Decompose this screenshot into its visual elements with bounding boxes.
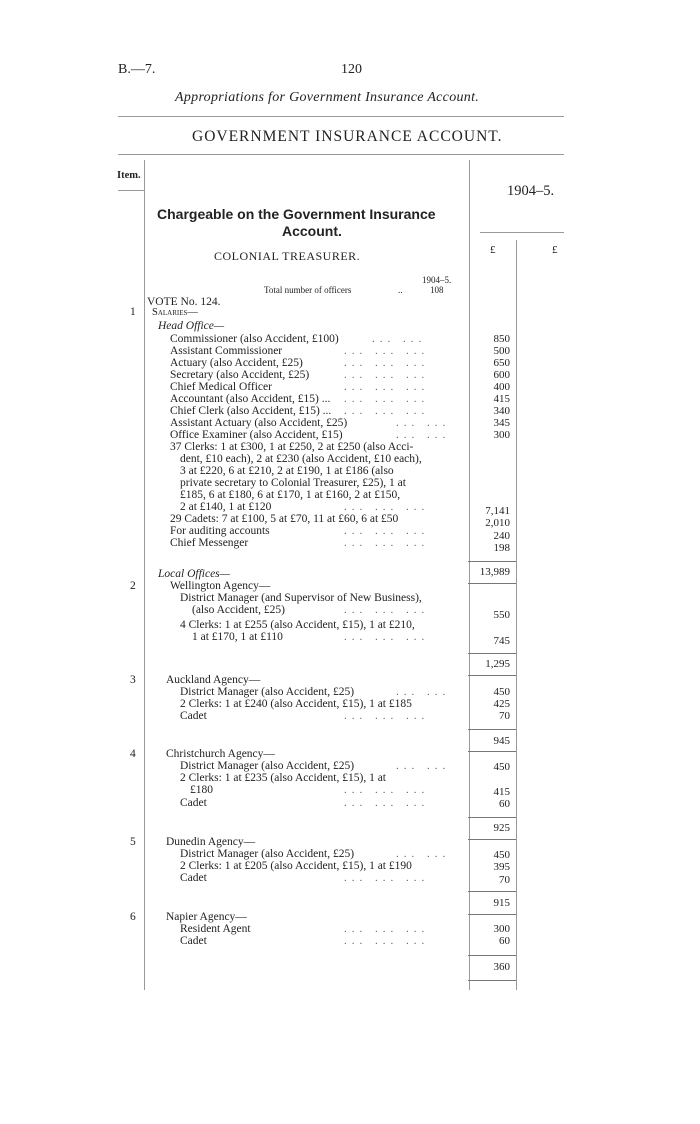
dot-leader: ... ... ... xyxy=(344,537,430,549)
dot-leader: ... ... ... xyxy=(344,405,430,417)
year-column-header: 1904–5. xyxy=(507,183,555,199)
dot-leader: ... ... ... xyxy=(344,631,430,643)
row-amount: 850 xyxy=(493,333,510,345)
officers-count: 108 xyxy=(430,285,444,295)
row-label: 29 Cadets: 7 at £100, 5 at £70, 11 at £60, 6 at £50 xyxy=(170,513,399,525)
row-amount: 500 xyxy=(493,345,510,357)
agency-name: Dunedin Agency— xyxy=(166,836,256,848)
clerks-description: dent, £10 each), 2 at £230 (also Accident, £10 each), xyxy=(180,453,422,465)
row-amount: 600 xyxy=(493,369,510,381)
dot-leader: ... ... xyxy=(396,760,451,772)
row-label: Resident Agent xyxy=(180,923,251,935)
row-amount: 2,010 xyxy=(485,517,510,529)
section-heading-cont: Account. xyxy=(282,223,342,239)
row-label: 2 Clerks: 1 at £235 (also Accident, £15), 1 at xyxy=(180,772,387,784)
dot-leader: ... ... xyxy=(396,686,451,698)
year-header-rule xyxy=(480,232,564,233)
officers-label: Total number of officers xyxy=(264,285,352,295)
row-amount: 60 xyxy=(499,798,510,810)
subtotal-amount: 13,989 xyxy=(479,566,510,578)
officers-year: 1904–5. xyxy=(422,275,452,285)
clerks-description: £185, 6 at £180, 6 at £170, 1 at £160, 2 at £150, xyxy=(180,489,401,501)
item-number: 6 xyxy=(130,911,136,923)
row-label: Commissioner (also Accident, £100) xyxy=(170,333,339,345)
row-label: Accountant (also Accident, £15) ... xyxy=(170,393,331,405)
row-label: Office Examiner (also Accident, £15) xyxy=(170,429,343,441)
row-amount: 345 xyxy=(493,417,510,429)
row-label: 2 Clerks: 1 at £205 (also Accident, £15), 1 at £190 xyxy=(180,860,412,872)
dot-leader: .. xyxy=(398,285,403,295)
row-amount: 300 xyxy=(493,923,510,935)
row-label: Cadet xyxy=(180,710,207,722)
dot-leader: ... ... xyxy=(396,429,451,441)
row-amount: 70 xyxy=(499,874,510,886)
row-label: Chief Messenger xyxy=(170,537,249,549)
subtotal-amount: 945 xyxy=(493,735,510,747)
row-label: Chief Clerk (also Accident, £15) ... xyxy=(170,405,332,417)
row-amount: 450 xyxy=(493,849,510,861)
row-label: Assistant Commissioner xyxy=(170,345,283,357)
subtotal-amount: 360 xyxy=(493,961,510,973)
row-label: Cadet xyxy=(180,797,207,809)
row-label: Cadet xyxy=(180,935,207,947)
row-amount: 450 xyxy=(493,686,510,698)
item-number: 1 xyxy=(130,306,136,318)
row-amount: 650 xyxy=(493,357,510,369)
header-rule xyxy=(118,116,564,117)
row-label: £180 xyxy=(190,784,213,796)
subtotal-rule xyxy=(468,675,516,676)
clerks-description: 2 at £140, 1 at £120 xyxy=(180,501,272,513)
row-amount: 415 xyxy=(493,393,510,405)
subtotal-amount: 915 xyxy=(493,897,510,909)
row-label: Actuary (also Accident, £25) xyxy=(170,357,303,369)
department-heading: COLONIAL TREASURER. xyxy=(214,249,361,263)
page-number: 120 xyxy=(341,62,362,77)
running-title: Appropriations for Government Insurance Account. xyxy=(175,90,480,105)
row-label: 2 Clerks: 1 at £240 (also Accident, £15), 1 at £185 xyxy=(180,698,412,710)
title-rule xyxy=(118,154,564,155)
dot-leader: ... ... ... xyxy=(344,381,430,393)
dot-leader: ... ... ... xyxy=(344,525,430,537)
subtotal-rule xyxy=(468,751,516,752)
row-amount: 7,141 xyxy=(485,505,510,517)
row-label: For auditing accounts xyxy=(170,525,270,537)
subtotal-rule xyxy=(468,817,516,818)
salaries-heading: Salaries— xyxy=(152,307,198,318)
row-amount: 425 xyxy=(493,698,510,710)
subtotal-rule xyxy=(468,583,516,584)
subtotal-rule xyxy=(468,729,516,730)
item-column-line xyxy=(144,160,145,990)
subtotal-rule xyxy=(468,914,516,915)
item-column-header: Item. xyxy=(117,170,141,181)
item-header-rule xyxy=(118,190,144,191)
row-amount: 400 xyxy=(493,381,510,393)
row-amount: 550 xyxy=(493,609,510,621)
page-title: GOVERNMENT INSURANCE ACCOUNT. xyxy=(192,128,503,145)
section-heading: Chargeable on the Government Insurance xyxy=(157,206,436,222)
dot-leader: ... ... ... xyxy=(344,345,430,357)
row-amount: 450 xyxy=(493,761,510,773)
dot-leader: ... ... ... xyxy=(344,369,430,381)
row-label: District Manager (also Accident, £25) xyxy=(180,686,355,698)
dot-leader: ... ... ... xyxy=(344,357,430,369)
dot-leader: ... ... xyxy=(396,848,451,860)
dot-leader: ... ... xyxy=(396,417,451,429)
pound-sign: £ xyxy=(552,244,558,256)
document-reference: B.—7. xyxy=(118,62,156,77)
vote-number: VOTE No. 124. xyxy=(147,296,221,308)
row-amount: 70 xyxy=(499,710,510,722)
item-number: 2 xyxy=(130,580,136,592)
dot-leader: ... ... xyxy=(372,333,427,345)
row-label: (also Accident, £25) xyxy=(192,604,285,616)
subtotal-rule xyxy=(468,653,516,654)
clerks-description: 37 Clerks: 1 at £300, 1 at £250, 2 at £250 (also Acci- xyxy=(170,441,414,453)
dot-leader: ... ... ... xyxy=(344,872,430,884)
subtotal-rule xyxy=(468,839,516,840)
row-amount: 415 xyxy=(493,786,510,798)
head-office-heading: Head Office— xyxy=(158,320,225,332)
clerks-description: 3 at £220, 6 at £210, 2 at £190, 1 at £186 (also xyxy=(180,465,394,477)
row-label: Cadet xyxy=(180,872,207,884)
subtotal-rule xyxy=(468,561,516,562)
row-label: 1 at £170, 1 at £110 xyxy=(192,631,283,643)
row-amount: 395 xyxy=(493,861,510,873)
subtotal-amount: 925 xyxy=(493,822,510,834)
row-label: Secretary (also Accident, £25) xyxy=(170,369,310,381)
row-amount: 340 xyxy=(493,405,510,417)
row-label: Chief Medical Officer xyxy=(170,381,272,393)
amount-column-line-2 xyxy=(516,240,517,990)
row-amount: 240 xyxy=(493,530,510,542)
dot-leader: ... ... ... xyxy=(344,604,430,616)
agency-name: Wellington Agency— xyxy=(170,580,271,592)
dot-leader: ... ... ... xyxy=(344,784,430,796)
row-amount: 745 xyxy=(493,635,510,647)
pound-sign: £ xyxy=(490,244,496,256)
item-number: 3 xyxy=(130,674,136,686)
subtotal-rule xyxy=(468,891,516,892)
dot-leader: ... ... ... xyxy=(344,797,430,809)
dot-leader: ... ... ... xyxy=(344,710,430,722)
row-label: District Manager (also Accident, £25) xyxy=(180,848,355,860)
dot-leader: ... ... ... xyxy=(344,501,430,513)
row-label: District Manager (also Accident, £25) xyxy=(180,760,355,772)
row-label: Assistant Actuary (also Accident, £25) xyxy=(170,417,348,429)
subtotal-amount: 1,295 xyxy=(485,658,510,670)
dot-leader: ... ... ... xyxy=(344,393,430,405)
agency-name: Napier Agency— xyxy=(166,911,247,923)
item-number: 4 xyxy=(130,748,136,760)
dot-leader: ... ... ... xyxy=(344,923,430,935)
local-offices-heading: Local Offices— xyxy=(158,568,230,580)
agency-name: Auckland Agency— xyxy=(166,674,261,686)
subtotal-rule xyxy=(468,955,516,956)
row-amount: 60 xyxy=(499,935,510,947)
clerks-description: private secretary to Colonial Treasurer, £25), 1 at xyxy=(180,477,406,489)
row-amount: 198 xyxy=(493,542,510,554)
agency-name: Christchurch Agency— xyxy=(166,748,275,760)
row-label: 4 Clerks: 1 at £255 (also Accident, £15), 1 at £210, xyxy=(180,619,415,631)
row-amount: 300 xyxy=(493,429,510,441)
row-label: District Manager (and Supervisor of New Business), xyxy=(180,592,422,604)
subtotal-rule xyxy=(468,980,516,981)
item-number: 5 xyxy=(130,836,136,848)
dot-leader: ... ... ... xyxy=(344,935,430,947)
